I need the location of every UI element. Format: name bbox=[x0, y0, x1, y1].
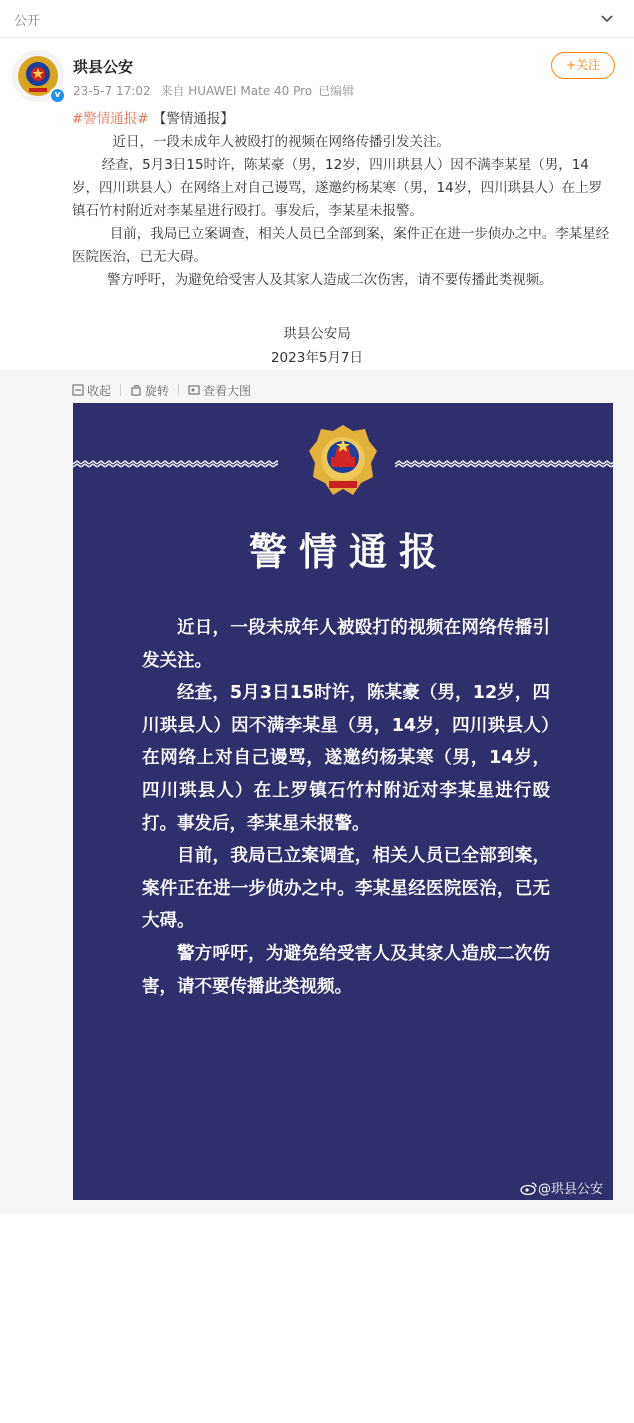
notice-image[interactable] bbox=[73, 403, 613, 1417]
view-large-label: 查看大图 bbox=[203, 383, 252, 398]
notice-paragraph: 警方呼吁，为避免给受害人及其家人造成二次伤害，请不要传播此类视频。 bbox=[142, 943, 550, 997]
right-ornament-icon bbox=[395, 459, 613, 469]
chevron-down-icon[interactable] bbox=[597, 9, 617, 29]
watermark-text: @珙县公安 bbox=[538, 1182, 604, 1197]
rotate-button[interactable] bbox=[130, 382, 169, 399]
post-time: 23-5-7 17:02 bbox=[73, 84, 151, 98]
enlarge-icon bbox=[188, 384, 200, 396]
notice-paragraph: 近日，一段未成年人被殴打的视频在网络传播引发关注。 bbox=[142, 618, 550, 671]
post-title: 【警情通报】 bbox=[152, 111, 234, 127]
follow-button[interactable]: +关注 bbox=[551, 52, 615, 79]
post-paragraph: 警方呼吁，为避免给受害人及其家人造成二次伤害，请不要传播此类视频。 bbox=[107, 272, 553, 288]
post-paragraph: 近日，一段未成年人被殴打的视频在网络传播引发关注。 bbox=[112, 134, 450, 150]
notice-sign-date: 2023年5月7日 bbox=[414, 1397, 540, 1417]
author-name[interactable]: 珙县公安 bbox=[73, 58, 134, 76]
post-paragraph: 经查，5月3日15时许，陈某豪（男，12岁，四川珙县人）因不满李某星（男，14岁，四川珙县人）在网络上对自己谩骂，遂邀约杨某寒（男，14岁，四川珙县人）在上罗镇石竹村附近对李某星进行殴打。事发后，李某星未报警。 bbox=[72, 157, 603, 219]
rotate-icon bbox=[130, 384, 142, 396]
collect-button[interactable] bbox=[72, 382, 111, 399]
post-source: 来自 HUAWEI Mate 40 Pro bbox=[160, 84, 313, 98]
visibility-label: 公开 bbox=[14, 14, 41, 29]
post-sign-date: 2023年5月7日 bbox=[270, 350, 364, 366]
edited-label: 已编辑 bbox=[318, 84, 355, 98]
view-large-button[interactable] bbox=[188, 382, 251, 399]
post-meta bbox=[73, 82, 360, 99]
notice-body bbox=[142, 612, 550, 1003]
topic-link[interactable]: #警情通报# bbox=[72, 111, 149, 127]
weibo-logo-icon bbox=[520, 1181, 538, 1195]
police-emblem-icon bbox=[307, 423, 379, 499]
divider bbox=[120, 384, 121, 396]
watermark bbox=[520, 1178, 603, 1197]
image-toolbar bbox=[72, 381, 251, 399]
post-text bbox=[72, 108, 612, 292]
left-ornament-icon bbox=[73, 459, 278, 469]
verified-icon: v bbox=[49, 87, 66, 104]
top-bar bbox=[0, 0, 634, 38]
post-sign-org: 珙县公安局 bbox=[283, 326, 351, 342]
notice-paragraph: 经查，5月3日15时许，陈某豪（男，12岁，四川珙县人）因不满李某星（男，14岁，四川珙县人）在网络上对自己谩骂，遂邀约杨某寒（男，14岁，四川珙县人）在上罗镇石竹村附近对李某星进行殴打。事发后，李某星未报警。 bbox=[142, 683, 550, 834]
notice-sign bbox=[414, 1359, 540, 1423]
divider bbox=[178, 384, 179, 396]
notice-sign-org: 珙县公安局 bbox=[425, 1365, 529, 1385]
collect-label: 收起 bbox=[87, 383, 112, 398]
post-paragraph: 目前，我局已立案调查，相关人员已全部到案，案件正在进一步侦办之中。李某星经医院医治，已无大碍。 bbox=[72, 226, 610, 265]
notice-paragraph: 目前，我局已立案调查，相关人员已全部到案，案件正在进一步侦办之中。李某星经医院医治，已无大碍。 bbox=[142, 846, 550, 932]
notice-title: 警情通报 bbox=[248, 530, 449, 574]
collapse-icon bbox=[72, 384, 84, 396]
rotate-label: 旋转 bbox=[145, 383, 170, 398]
